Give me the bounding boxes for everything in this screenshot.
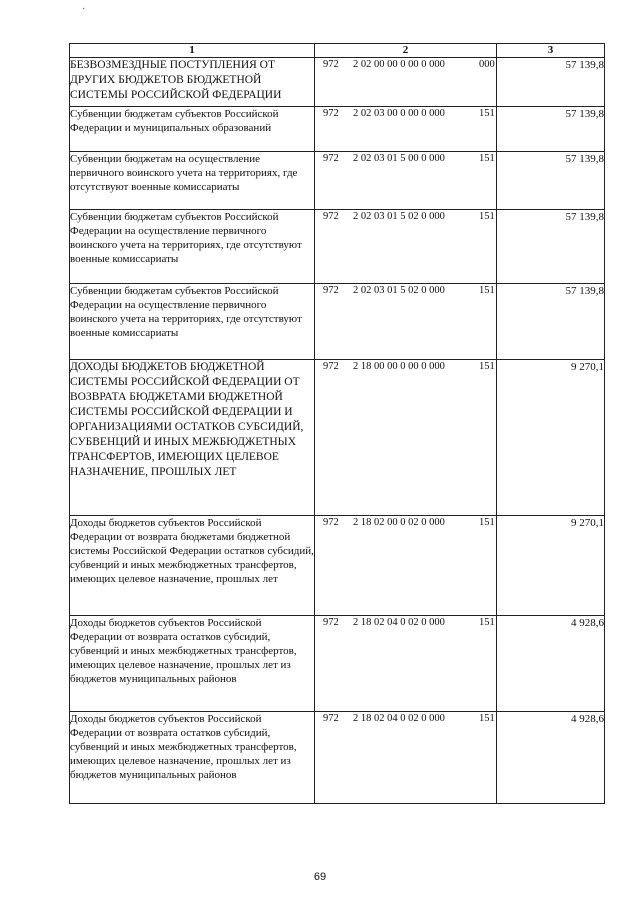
row-amount: 57 139,8 <box>497 58 605 107</box>
row-code <box>315 516 497 616</box>
sub-code: 151 <box>479 285 495 296</box>
row-code <box>315 616 497 712</box>
kbk-code: 2 02 03 01 5 02 0 000 <box>353 211 445 222</box>
row-code <box>315 107 497 152</box>
column-2-header: 2 <box>315 44 497 58</box>
sub-code: 151 <box>479 108 495 119</box>
row-amount: 57 139,8 <box>497 152 605 210</box>
kbk-code: 2 18 02 04 0 02 0 000 <box>353 713 445 724</box>
row-name: Доходы бюджетов субъектов Российской Федерации от возврата остатков субсидий, субвенций и иных межбюджетных трансфертов, имеющих целевое назначение, прошлых лет из бюджетов муниципальных районов <box>70 616 315 712</box>
admin-code: 972 <box>323 153 339 164</box>
row-name: ДОХОДЫ БЮДЖЕТОВ БЮДЖЕТНОЙ СИСТЕМЫ РОССИЙСКОЙ ФЕДЕРАЦИИ ОТ ВОЗВРАТА БЮДЖЕТАМИ БЮДЖЕТНОЙ СИСТЕМЫ РОССИЙСКОЙ ФЕДЕРАЦИИ И ОРГАНИЗАЦИЯМИ ОСТАТКОВ СУБСИДИЙ, СУБВЕНЦИЙ И ИНЫХ МЕЖБЮДЖЕТНЫХ ТРАНСФЕРТОВ, ИМЕЮЩИХ ЦЕЛЕВОЕ НАЗНАЧЕНИЕ, ПРОШЛЫХ ЛЕТ <box>70 360 315 516</box>
row-name: Доходы бюджетов субъектов Российской Федерации от возврата бюджетами бюджетной системы Российской Федерации остатков субсидий, субвенций и иных межбюджетных трансфертов, имеющих целевое назначение, прошлых лет <box>70 516 315 616</box>
table-row <box>70 210 605 284</box>
table-row <box>70 284 605 360</box>
sub-code: 151 <box>479 211 495 222</box>
admin-code: 972 <box>323 361 339 372</box>
sub-code: 000 <box>479 59 495 70</box>
row-name: Доходы бюджетов субъектов Российской Федерации от возврата остатков субсидий, субвенций и иных межбюджетных трансфертов, имеющих целевое назначение, прошлых лет из бюджетов муниципальных районов <box>70 712 315 804</box>
scan-mark: · <box>82 4 86 15</box>
kbk-code: 2 02 03 01 5 02 0 000 <box>353 285 445 296</box>
row-amount: 9 270,1 <box>497 360 605 516</box>
table-row <box>70 712 605 804</box>
admin-code: 972 <box>323 211 339 222</box>
admin-code: 972 <box>323 285 339 296</box>
column-1-header: 1 <box>70 44 315 58</box>
row-name: Субвенции бюджетам субъектов Российской Федерации и муниципальных образований <box>70 107 315 152</box>
admin-code: 972 <box>323 617 339 628</box>
table-row <box>70 616 605 712</box>
row-code <box>315 712 497 804</box>
revenue-table <box>69 43 605 804</box>
row-name: Субвенции бюджетам субъектов Российской Федерации на осуществление первичного воинского учета на территориях, где отсутствуют военные комиссариаты <box>70 284 315 360</box>
row-amount: 57 139,8 <box>497 284 605 360</box>
kbk-code: 2 18 00 00 0 00 0 000 <box>353 361 445 372</box>
admin-code: 972 <box>323 517 339 528</box>
admin-code: 972 <box>323 108 339 119</box>
row-amount: 4 928,6 <box>497 616 605 712</box>
sub-code: 151 <box>479 153 495 164</box>
page-number: 69 <box>313 871 327 883</box>
row-amount: 57 139,8 <box>497 210 605 284</box>
row-name: Субвенции бюджетам субъектов Российской Федерации на осуществление первичного воинского учета на территориях, где отсутствуют военные комиссариаты <box>70 210 315 284</box>
kbk-code: 2 18 02 00 0 02 0 000 <box>353 517 445 528</box>
row-code <box>315 210 497 284</box>
kbk-code: 2 18 02 04 0 02 0 000 <box>353 617 445 628</box>
table-row <box>70 152 605 210</box>
row-code <box>315 284 497 360</box>
table-row <box>70 360 605 516</box>
column-3-header: 3 <box>497 44 605 58</box>
row-name: БЕЗВОЗМЕЗДНЫЕ ПОСТУПЛЕНИЯ ОТ ДРУГИХ БЮДЖЕТОВ БЮДЖЕТНОЙ СИСТЕМЫ РОССИЙСКОЙ ФЕДЕРАЦИИ <box>70 58 315 107</box>
kbk-code: 2 02 03 01 5 00 0 000 <box>353 153 445 164</box>
table-row <box>70 107 605 152</box>
row-code <box>315 360 497 516</box>
admin-code: 972 <box>323 713 339 724</box>
kbk-code: 2 02 00 00 0 00 0 000 <box>353 59 445 70</box>
kbk-code: 2 02 03 00 0 00 0 000 <box>353 108 445 119</box>
row-amount: 4 928,6 <box>497 712 605 804</box>
sub-code: 151 <box>479 713 495 724</box>
sub-code: 151 <box>479 617 495 628</box>
table-row <box>70 58 605 107</box>
column-number-row <box>70 44 605 58</box>
row-name: Субвенции бюджетам на осуществление первичного воинского учета на территориях, где отсутствуют военные комиссариаты <box>70 152 315 210</box>
row-code <box>315 152 497 210</box>
table-row <box>70 516 605 616</box>
row-amount: 9 270,1 <box>497 516 605 616</box>
sub-code: 151 <box>479 517 495 528</box>
sub-code: 151 <box>479 361 495 372</box>
admin-code: 972 <box>323 59 339 70</box>
row-amount: 57 139,8 <box>497 107 605 152</box>
row-code <box>315 58 497 107</box>
